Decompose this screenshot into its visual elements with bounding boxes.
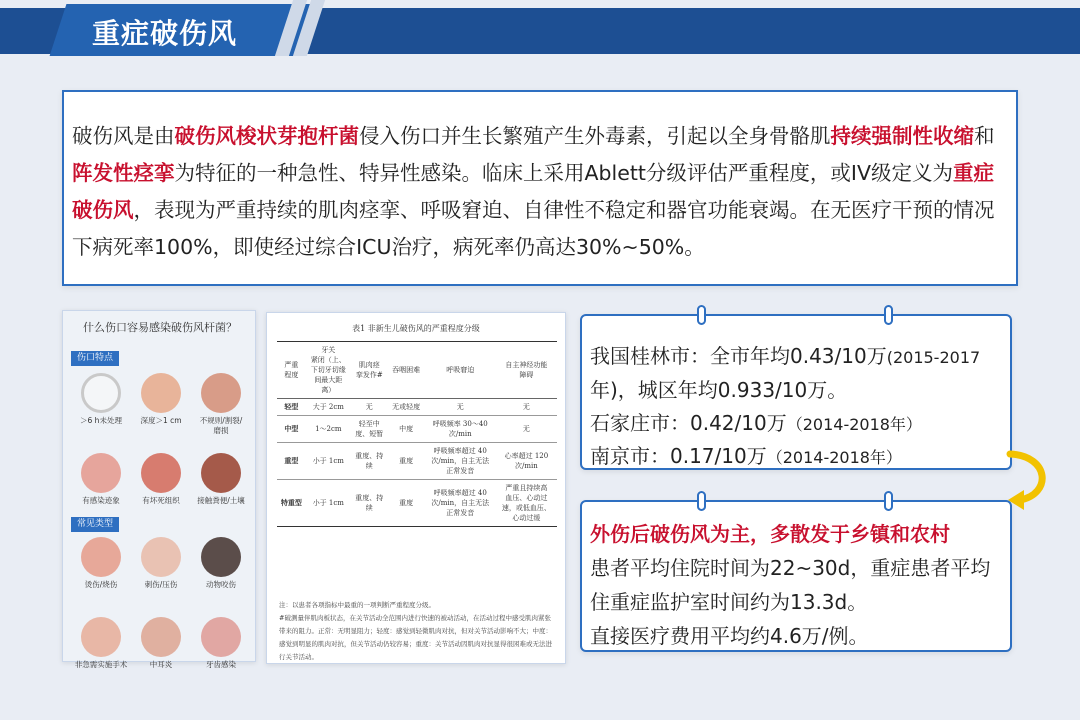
incidence-guilin-urban: 年)，城区年均0.933/10万。 — [590, 378, 848, 402]
wound-item — [193, 617, 249, 670]
incidence-nanjing-years: （2014-2018年） — [766, 448, 902, 467]
table-cell: 心率超过 120 次/min — [496, 443, 557, 480]
intro-text-segment: ，表现为严重持续的肌肉痉挛、呼吸窘迫、自律性不稳定和器官功能衰竭。在无医疗干预的情况下病死率100%，即使经过综合ICU治疗，病死率仍高达30%~50%。 — [72, 198, 995, 259]
wound-illustration — [141, 617, 181, 657]
incidence-guilin — [590, 340, 980, 369]
table-cell: 重度、持 续 — [351, 443, 388, 480]
intro-text-segment: 破伤风是由 — [72, 124, 175, 148]
wound-item-caption: 烫伤/烧伤 — [84, 580, 118, 589]
table-cell: 呼吸频率超过 40 次/min，自主无法 正常发音 — [425, 480, 496, 527]
incidence-guilin-text: 我国桂林市：全市年均0.43/10万 — [590, 344, 887, 368]
wound-illustration — [201, 453, 241, 493]
binder-ring — [884, 305, 893, 325]
curved-arrow-icon — [1006, 448, 1050, 510]
header-top-strip — [300, 0, 1080, 8]
table-cell: 轻至中 度、短暂 — [351, 416, 388, 443]
table-header-cell: 自主神经功能 障碍 — [496, 342, 557, 399]
table-header-cell: 牙关 紧闭（上、 下切牙切缘 间最大距 离） — [306, 342, 351, 399]
table-cell: 无 — [496, 399, 557, 416]
table-cell: 呼吸频率超过 40 次/min，自主无法 正常发音 — [425, 443, 496, 480]
table-row — [277, 443, 557, 480]
wound-item-caption: 有坏死组织 — [142, 496, 180, 505]
table-header-cell: 肌肉痉 挛发作# — [351, 342, 388, 399]
section-label-common-types: 常见类型 — [71, 517, 119, 532]
table-row — [277, 416, 557, 443]
table-cell: 呼吸频率 30～40 次/min — [425, 416, 496, 443]
intro-highlight: 破伤风梭状芽抱杆菌 — [174, 124, 359, 148]
table-cell: 无 — [351, 399, 388, 416]
intro-card — [62, 90, 1018, 286]
wound-item-caption: 有感染迹象 — [82, 496, 120, 505]
table-header-cell: 严重 程度 — [277, 342, 306, 399]
wound-item-caption: 接触粪便/土壤 — [197, 496, 245, 505]
table-row — [277, 399, 557, 416]
wound-item — [133, 537, 189, 590]
table-cell: 无或轻度 — [388, 399, 425, 416]
wound-item-caption: 牙齿感染 — [206, 660, 236, 669]
wound-illustration — [201, 537, 241, 577]
table-header-cell: 吞咽困难 — [388, 342, 425, 399]
intro-paragraph — [72, 118, 1008, 266]
header-banner — [0, 0, 1080, 66]
table-cell: 轻型 — [277, 399, 306, 416]
binder-ring — [697, 305, 706, 325]
wound-item-caption: 不规则/割裂/ 磨损 — [199, 416, 243, 435]
intro-text-segment: 为特征的一种急性、特异性感染。临床上采用Ablett分级评估严重程度，或IV级定义为 — [174, 161, 953, 185]
intro-highlight: 持续强制性收缩 — [830, 124, 974, 148]
incidence-shijiazhuang-text: 石家庄市：0.42/10万 — [590, 411, 787, 435]
table-cell: 严重且持续高 血压、心动过 速，或低血压、 心动过缓 — [496, 480, 557, 527]
wound-item — [133, 617, 189, 670]
wound-item-caption: 非急需实施手术 — [74, 660, 128, 669]
infographic-panel — [62, 310, 256, 669]
table-cell: 小于 1cm — [306, 443, 351, 480]
severity-table — [277, 341, 557, 527]
table-cell: 重度、持 续 — [351, 480, 388, 527]
binder-ring — [884, 491, 893, 511]
intro-highlight: 重症破伤风 — [72, 161, 994, 222]
wound-illustration — [141, 537, 181, 577]
wound-illustration — [201, 373, 241, 413]
wound-item-caption: 刺伤/压伤 — [144, 580, 178, 589]
incidence-card — [580, 314, 1012, 470]
table-title: 表1 非新生儿破伤风的严重程度分级 — [352, 324, 480, 333]
wound-illustration — [141, 453, 181, 493]
table-cell: 大于 2cm — [306, 399, 351, 416]
facts-icu-stay: 住重症监护室时间约为13.3d。 — [590, 590, 868, 614]
table-note: 注：以患者各项指标中最重的一项判断严重程度分级。 #破测量伴肌肉板状态，在关节活动全范围内进行快速的被动活动，在活动过程中感受肌肉紧张带来的阻力。正常：无明显阻力；轻度：感觉到轻微肌肉对抗，但对关节活动影响不大；中度：感觉到明显的肌肉对抗，但关节活动仍较容易；重度：关节活动因肌肉对抗显得很困难或无法进行关节活动。 — [279, 601, 552, 661]
incidence-nanjing — [590, 440, 902, 469]
incidence-shijiazhuang — [590, 407, 922, 436]
table-cell: 无 — [496, 416, 557, 443]
table-header-cell: 呼吸窘迫 — [425, 342, 496, 399]
incidence-guilin-years: (2015-2017 — [886, 348, 981, 367]
wound-item — [73, 373, 129, 426]
wound-item-caption: 动物咬伤 — [206, 580, 236, 589]
table-cell: 中型 — [277, 416, 306, 443]
wound-illustration — [81, 537, 121, 577]
table-cell: 中度 — [388, 416, 425, 443]
intro-text-segment: 和 — [974, 124, 995, 148]
section-label-wound-features: 伤口特点 — [71, 351, 119, 366]
table-cell: 1～2cm — [306, 416, 351, 443]
wound-item — [193, 373, 249, 436]
epidemiology-card — [580, 500, 1012, 652]
wound-item — [73, 537, 129, 590]
wound-item — [133, 453, 189, 506]
wound-illustration — [81, 373, 121, 413]
infographic-question: 什么伤口容易感染破伤风杆菌？ — [83, 321, 237, 334]
intro-highlight: 阵发性痉挛 — [72, 161, 175, 185]
table-cell: 特重型 — [277, 480, 306, 527]
wound-illustration — [141, 373, 181, 413]
wound-illustration — [201, 617, 241, 657]
wound-item — [133, 373, 189, 426]
wound-item — [73, 617, 129, 670]
facts-heading: 外伤后破伤风为主，多散发于乡镇和农村 — [590, 522, 950, 546]
wound-illustration — [81, 617, 121, 657]
facts-medical-cost: 直接医疗费用平均约4.6万/例。 — [590, 624, 869, 648]
table-cell: 无 — [425, 399, 496, 416]
wound-item — [193, 453, 249, 506]
table-row — [277, 480, 557, 527]
binder-ring — [697, 491, 706, 511]
facts-hospital-stay: 患者平均住院时间为22~30d，重症患者平均 — [590, 556, 991, 580]
wound-item-caption: 深度＞1 cm — [140, 416, 182, 425]
wound-illustration — [81, 453, 121, 493]
intro-text-segment: 侵入伤口并生长繁殖产生外毒素，引起以全身骨骼肌 — [359, 124, 831, 148]
wound-item — [73, 453, 129, 506]
incidence-nanjing-text: 南京市：0.17/10万 — [590, 444, 767, 468]
wound-item-caption: ＞6 h未处理 — [80, 416, 122, 425]
wound-item-caption: 中耳炎 — [149, 660, 173, 669]
table-cell: 重型 — [277, 443, 306, 480]
page-title: 重症破伤风 — [92, 17, 238, 50]
table-cell: 重度 — [388, 443, 425, 480]
table-cell: 重度 — [388, 480, 425, 527]
table-cell: 小于 1cm — [306, 480, 351, 527]
incidence-shijiazhuang-years: （2014-2018年） — [786, 415, 922, 434]
wound-item — [193, 537, 249, 590]
severity-table-panel — [266, 312, 566, 664]
